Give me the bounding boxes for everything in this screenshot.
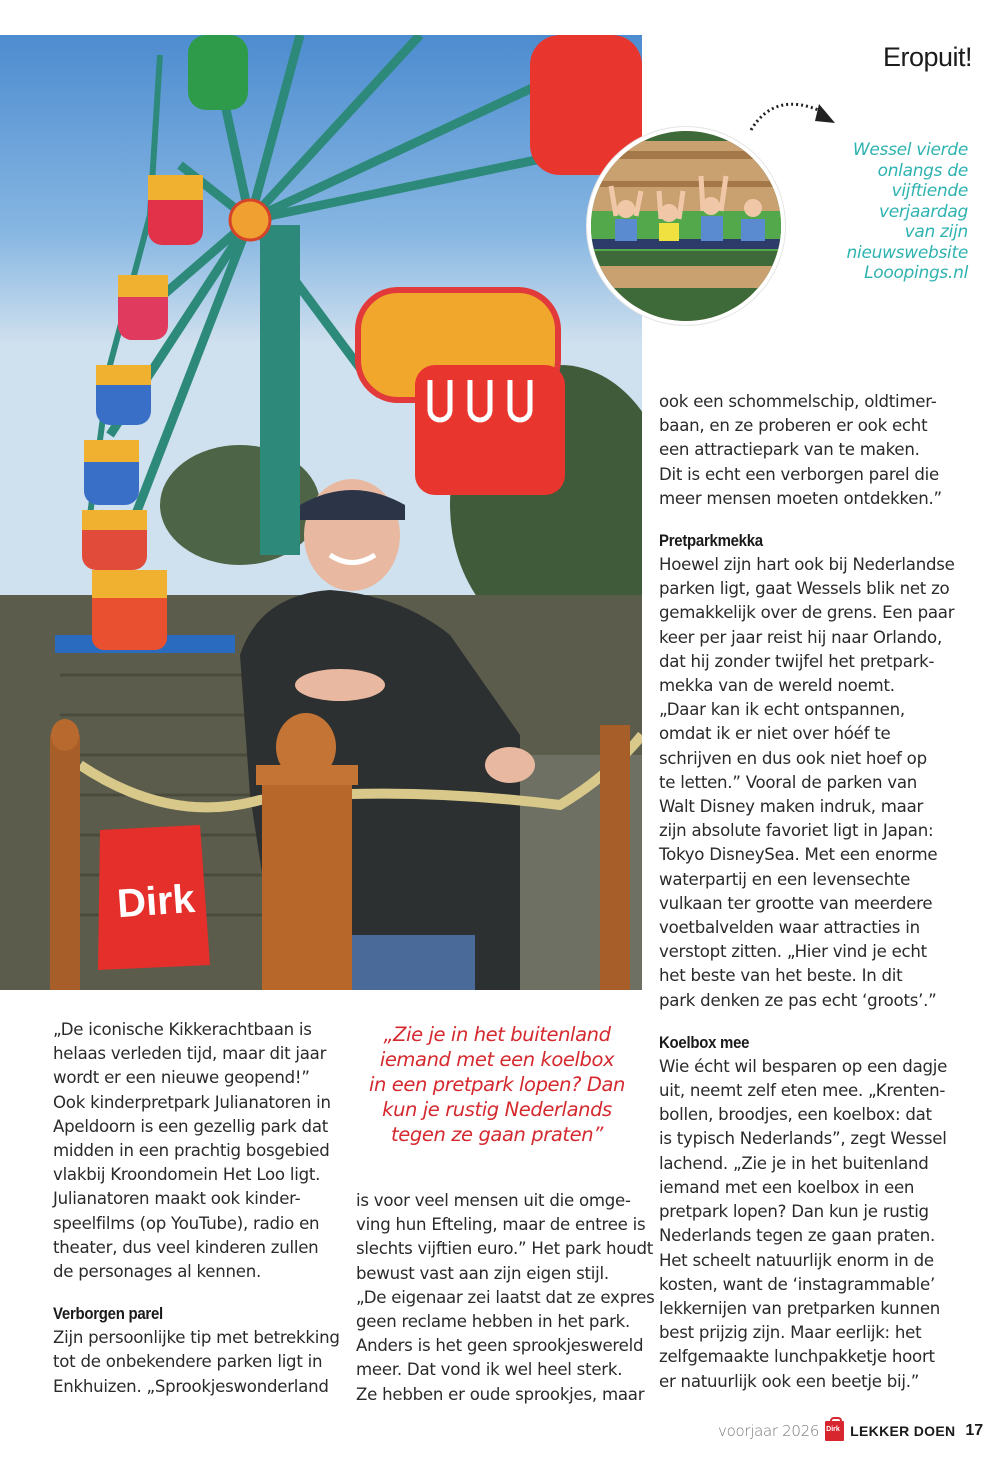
body-line: is typisch Nederlands”, zegt Wessel	[659, 1129, 947, 1149]
body-line: schrijven en dus ook niet hoef op	[659, 748, 927, 768]
inset-photo	[587, 127, 785, 325]
body-line: verstopt zitten. „Hier vind je echt	[659, 942, 927, 962]
body-line: tot de onbekendere parken ligt in	[53, 1352, 323, 1372]
body-line: de personages al kennen.	[53, 1262, 262, 1282]
body-line: Anders is het geen sprookjeswereld	[356, 1336, 644, 1356]
section-label: Eropuit!	[882, 42, 972, 72]
body-line: park denken ze pas echt ‘groots’.”	[659, 990, 937, 1010]
body-line: baan, en ze proberen er ook echt	[659, 416, 928, 436]
body-line: iemand met een koelbox in een	[659, 1177, 915, 1197]
body-line: mekka van de wereld noemt.	[659, 676, 895, 696]
body-line: parken ligt, gaat Wessels blik net zo	[659, 579, 950, 599]
body-line: Hoewel zijn hart ook bij Nederlandse	[659, 555, 955, 575]
pull-quote-line: in een pretpark lopen? Dan	[369, 1073, 625, 1096]
body-line: meer. Dat vond ik wel heel sterk.	[356, 1360, 623, 1380]
body-line: bollen, broodjes, een koelbox: dat	[659, 1105, 932, 1125]
body-line: waterpartij en een levensechte	[659, 869, 911, 889]
issue-season: voorjaar 2026	[718, 1422, 820, 1440]
body-line: meer mensen moeten ontdekken.”	[659, 488, 942, 508]
body-line: te letten.” Vooral de parken van	[659, 772, 918, 792]
body-line: vlakbij Kroondomein Het Loo ligt.	[53, 1165, 321, 1185]
body-line: Ze hebben er oude sprookjes, maar	[356, 1384, 645, 1404]
body-line: „De iconische Kikkerachtbaan is	[53, 1020, 312, 1039]
body-line: wordt er een nieuwe geopend!”	[53, 1068, 310, 1088]
body-line: speelfilms (op YouTube), radio en	[53, 1213, 320, 1233]
body-line: Enkhuizen. „Sprookjeswonderland	[53, 1376, 329, 1396]
body-line: ook een schommelschip, oldtimer-	[659, 392, 937, 411]
body-line: is voor veel mensen uit die omge-	[356, 1191, 631, 1210]
body-line: voetbalvelden waar attracties in	[659, 918, 920, 938]
body-line: lachend. „Zie je in het buitenland	[659, 1153, 929, 1173]
caption-line: van zijn	[904, 222, 968, 242]
body-line: omdat ik er niet over hóéf te	[659, 724, 891, 744]
body-line: geen reclame hebben in het park.	[356, 1312, 631, 1332]
body-line: Het scheelt natuurlijk enorm in de	[659, 1250, 934, 1270]
body-line: Nederlands tegen ze gaan praten.	[659, 1226, 936, 1246]
page-footer	[718, 1420, 983, 1442]
caption-line: nieuwswebsite	[846, 242, 968, 263]
pull-quote-line: iemand met een koelbox	[379, 1048, 615, 1071]
body-line: „Daar kan ik echt ontspannen,	[659, 700, 905, 720]
body-line: helaas verleden tijd, maar dit jaar	[53, 1044, 327, 1064]
middle-column	[356, 1189, 656, 1407]
body-line: keer per jaar reist hij naar Orlando,	[659, 627, 942, 647]
photo-caption	[818, 140, 968, 284]
dirk-bag-logo-icon: Dirk	[825, 1421, 844, 1441]
body-line: een attractiepark van te maken.	[659, 440, 920, 460]
pull-quote-line: tegen ze gaan praten”	[391, 1123, 603, 1146]
section-heading-verborgen-parel: Verborgen parel	[53, 1304, 163, 1324]
body-line: midden in een prachtig bosgebied	[53, 1141, 330, 1161]
body-line: pretpark lopen? Dan kun je rustig	[659, 1202, 929, 1222]
body-line: best prijzig zijn. Maar eerlijk: het	[659, 1323, 922, 1343]
pull-quote-line: „Zie je in het buitenland	[383, 1023, 611, 1046]
body-line: lekkernijen van pretparken kunnen	[659, 1298, 941, 1318]
pull-quote	[362, 1022, 632, 1147]
left-column	[53, 1018, 343, 1399]
section-heading-koelbox-mee: Koelbox mee	[659, 1032, 750, 1052]
dotted-arrow-icon	[745, 90, 840, 135]
right-column	[659, 390, 959, 1394]
body-line: ving hun Efteling, maar de entree is	[356, 1215, 646, 1235]
body-line: bewust vast aan zijn eigen stijl.	[356, 1263, 609, 1283]
caption-line: verjaardag	[878, 201, 968, 222]
main-photo	[0, 35, 642, 990]
body-line: kosten, want de ‘instagrammable’	[659, 1274, 936, 1294]
body-line: Wie écht wil besparen op een dagje	[659, 1056, 948, 1076]
body-line: theater, dus veel kinderen zullen	[53, 1237, 319, 1257]
body-line: vulkaan ter grootte van meerdere	[659, 893, 933, 913]
body-line: uit, neemt zelf eten mee. „Krenten-	[659, 1081, 946, 1101]
body-line: Dit is echt een verborgen parel die	[659, 464, 939, 484]
body-line: zelfgemaakte lunchpakketje hoort	[659, 1347, 935, 1367]
body-line: gemakkelijk over de grens. Een paar	[659, 603, 955, 623]
body-line: het beste van het beste. In dit	[659, 966, 903, 986]
body-line: Ook kinderpretpark Julianatoren in	[53, 1092, 331, 1112]
body-line: dat hij zonder twijfel het pretpark-	[659, 651, 935, 671]
ferris-wheel-photo-illustration	[0, 35, 642, 990]
magazine-brand: LEKKER DOEN	[850, 1423, 956, 1439]
body-line: Apeldoorn is een gezellig park dat	[53, 1116, 329, 1136]
caption-line: Wessel vierde	[852, 140, 968, 160]
caption-line: Looopings.nl	[864, 263, 968, 283]
page-number: 17	[965, 1422, 984, 1439]
body-line: zijn absolute favoriet ligt in Japan:	[659, 821, 934, 841]
body-line: „De eigenaar zei laatst dat ze expres	[356, 1287, 655, 1307]
body-line: Zijn persoonlijke tip met betrekking	[53, 1328, 340, 1348]
body-line: slechts vijftien euro.” Het park houdt	[356, 1239, 654, 1259]
caption-line: onlangs de	[877, 160, 968, 181]
pull-quote-line: kun je rustig Nederlands	[382, 1098, 612, 1121]
caption-line: vijftiende	[891, 181, 968, 201]
body-line: Julianatoren maakt ook kinder-	[53, 1189, 301, 1209]
dirk-bag-logo: Dirk	[115, 876, 197, 927]
section-heading-pretparkmekka: Pretparkmekka	[659, 531, 763, 551]
body-line: er natuurlijk ook een beetje bij.”	[659, 1371, 920, 1391]
body-line: Tokyo DisneySea. Met een enorme	[659, 845, 938, 865]
body-line: Walt Disney maken indruk, maar	[659, 797, 924, 817]
